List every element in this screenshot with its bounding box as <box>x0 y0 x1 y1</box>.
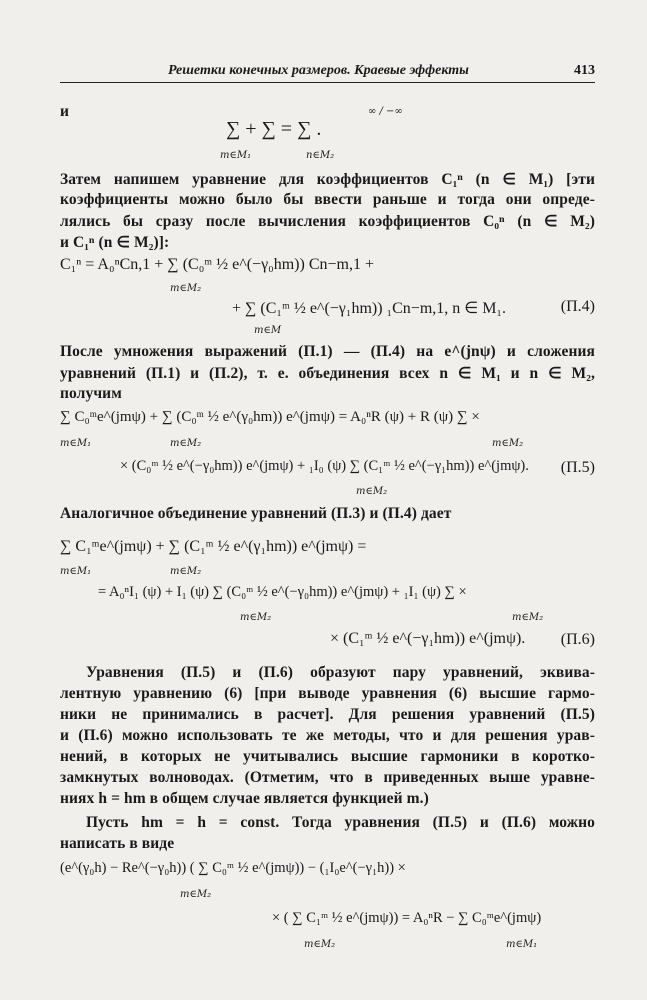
paragraph-line: написать в виде <box>60 835 175 852</box>
equation-line: ∑ C₀ᵐe^(jmψ) + ∑ (C₀ᵐ ½ e^(γ₀hm)) e^(jmψ) = A₀ⁿR (ψ) + R (ψ) ∑ × <box>60 409 480 425</box>
equation-number: (П.4) <box>560 298 595 315</box>
paragraph-line: ниях h = hm в общем случае является функцией m.) <box>60 790 429 807</box>
paragraph-line: Затем напишем уравнение для коэффициентов C₁ⁿ (n ∈ M₁) [эти <box>60 171 595 188</box>
equation-subscript: m∈M₂ <box>170 283 202 294</box>
equation-line: = A₀ⁿI₁ (ψ) + I₁ (ψ) ∑ (C₀ᵐ ½ e^(−γ₀hm)) e^(jmψ) + ₁I₁ (ψ) ∑ × <box>98 584 467 600</box>
equation-subscript: m∈M₁ <box>60 566 92 577</box>
equation-limits: ∞ / −∞ <box>368 106 403 117</box>
equation-subscript: m∈M₁ <box>60 438 92 449</box>
equation-line: ∑ C₁ᵐe^(jmψ) + ∑ (C₁ᵐ ½ e^(γ₁hm)) e^(jmψ) = <box>60 538 367 555</box>
paragraph-line: получим <box>60 385 122 402</box>
paragraph-line: лентную уравнению (6) [при выводе уравнения (6) высшие гармо- <box>60 685 595 702</box>
equation-subscript: m∈M₂ <box>304 939 336 950</box>
equation-line: × (C₁ᵐ ½ e^(−γ₁hm)) e^(jmψ). <box>330 630 526 647</box>
paragraph-line: Уравнения (П.5) и (П.6) образуют пару уравнений, эквива- <box>86 664 595 681</box>
paragraph-line: уравнений (П.1) и (П.2), т. е. объединения всех n ∈ M₁ и n ∈ M₂, <box>60 365 595 382</box>
paragraph-line: ники не принимались в расчет]. Для решения уравнений (П.5) <box>60 706 595 723</box>
paragraph-line: и (П.6) можно использовать те же методы, что и для решения урав- <box>60 727 595 744</box>
paragraph-line: замкнутых волноводах. (Отметим, что в приведенных выше уравне- <box>60 769 595 786</box>
equation-subscript: m∈M₂ <box>492 438 524 449</box>
equation-subscript: n∈M₂ <box>306 150 335 161</box>
paragraph-line: и C₁ⁿ (n ∈ M₂)]: <box>60 234 170 251</box>
equation-number: (П.5) <box>560 459 595 476</box>
equation-subscript: m∈M <box>254 325 282 336</box>
paragraph-line: нений, в которых не учитывались высшие гармоники в коротко- <box>60 748 595 765</box>
equation-subscript: m∈M₂ <box>170 566 202 577</box>
equation-line: + ∑ (C₁ᵐ ½ e^(−γ₁hm)) ₁Cn−m,1, n ∈ M₁. <box>232 300 506 317</box>
running-header <box>60 60 595 83</box>
equation-subscript: m∈M₂ <box>170 438 202 449</box>
equation-subscript: m∈M₂ <box>512 612 544 623</box>
paragraph-line: коэффициенты можно было бы ввести раньше и тогда они опреде- <box>60 191 595 208</box>
text-line: и <box>60 103 70 120</box>
equation-sums: ∑ + ∑ = ∑ . <box>226 118 322 140</box>
equation-number: (П.6) <box>560 631 595 648</box>
running-title: Решетки конечных размеров. Краевые эффекты <box>168 63 469 78</box>
equation-line: (e^(γ₀h) − Re^(−γ₀h)) ( ∑ C₀ᵐ ½ e^(jmψ)) − (₁I₀e^(−γ₁h)) × <box>60 860 406 876</box>
paragraph-line: Аналогичное объединение уравнений (П.3) и (П.4) дает <box>60 505 452 522</box>
page-number: 413 <box>574 63 595 78</box>
equation-subscript: m∈M₂ <box>356 486 388 497</box>
equation-line: C₁ⁿ = A₀ⁿCn,1 + ∑ (C₀ᵐ ½ e^(−γ₀hm)) Cn−m,1 + <box>60 256 374 273</box>
equation-subscript: m∈M₁ <box>506 939 538 950</box>
equation-subscript: m∈M₂ <box>180 889 212 900</box>
paragraph-line: Пусть hm = h = const. Тогда уравнения (П.5) и (П.6) можно <box>86 814 595 831</box>
paragraph-line: После умножения выражений (П.1) — (П.4) на e^(jnψ) и сложения <box>60 343 595 360</box>
equation-line: × (C₀ᵐ ½ e^(−γ₀hm)) e^(jmψ) + ₁I₀ (ψ) ∑ (C₁ᵐ ½ e^(−γ₁hm)) e^(jmψ). <box>120 458 529 474</box>
equation-subscript: m∈M₂ <box>240 612 272 623</box>
paragraph-line: лялись бы сразу после вычисления коэффициентов C₀ⁿ (n ∈ M₂) <box>60 213 595 230</box>
equation-subscript: m∈M₁ <box>220 150 252 161</box>
equation-line: × ( ∑ C₁ᵐ ½ e^(jmψ)) = A₀ⁿR − ∑ C₀ᵐe^(jmψ) <box>272 910 542 926</box>
